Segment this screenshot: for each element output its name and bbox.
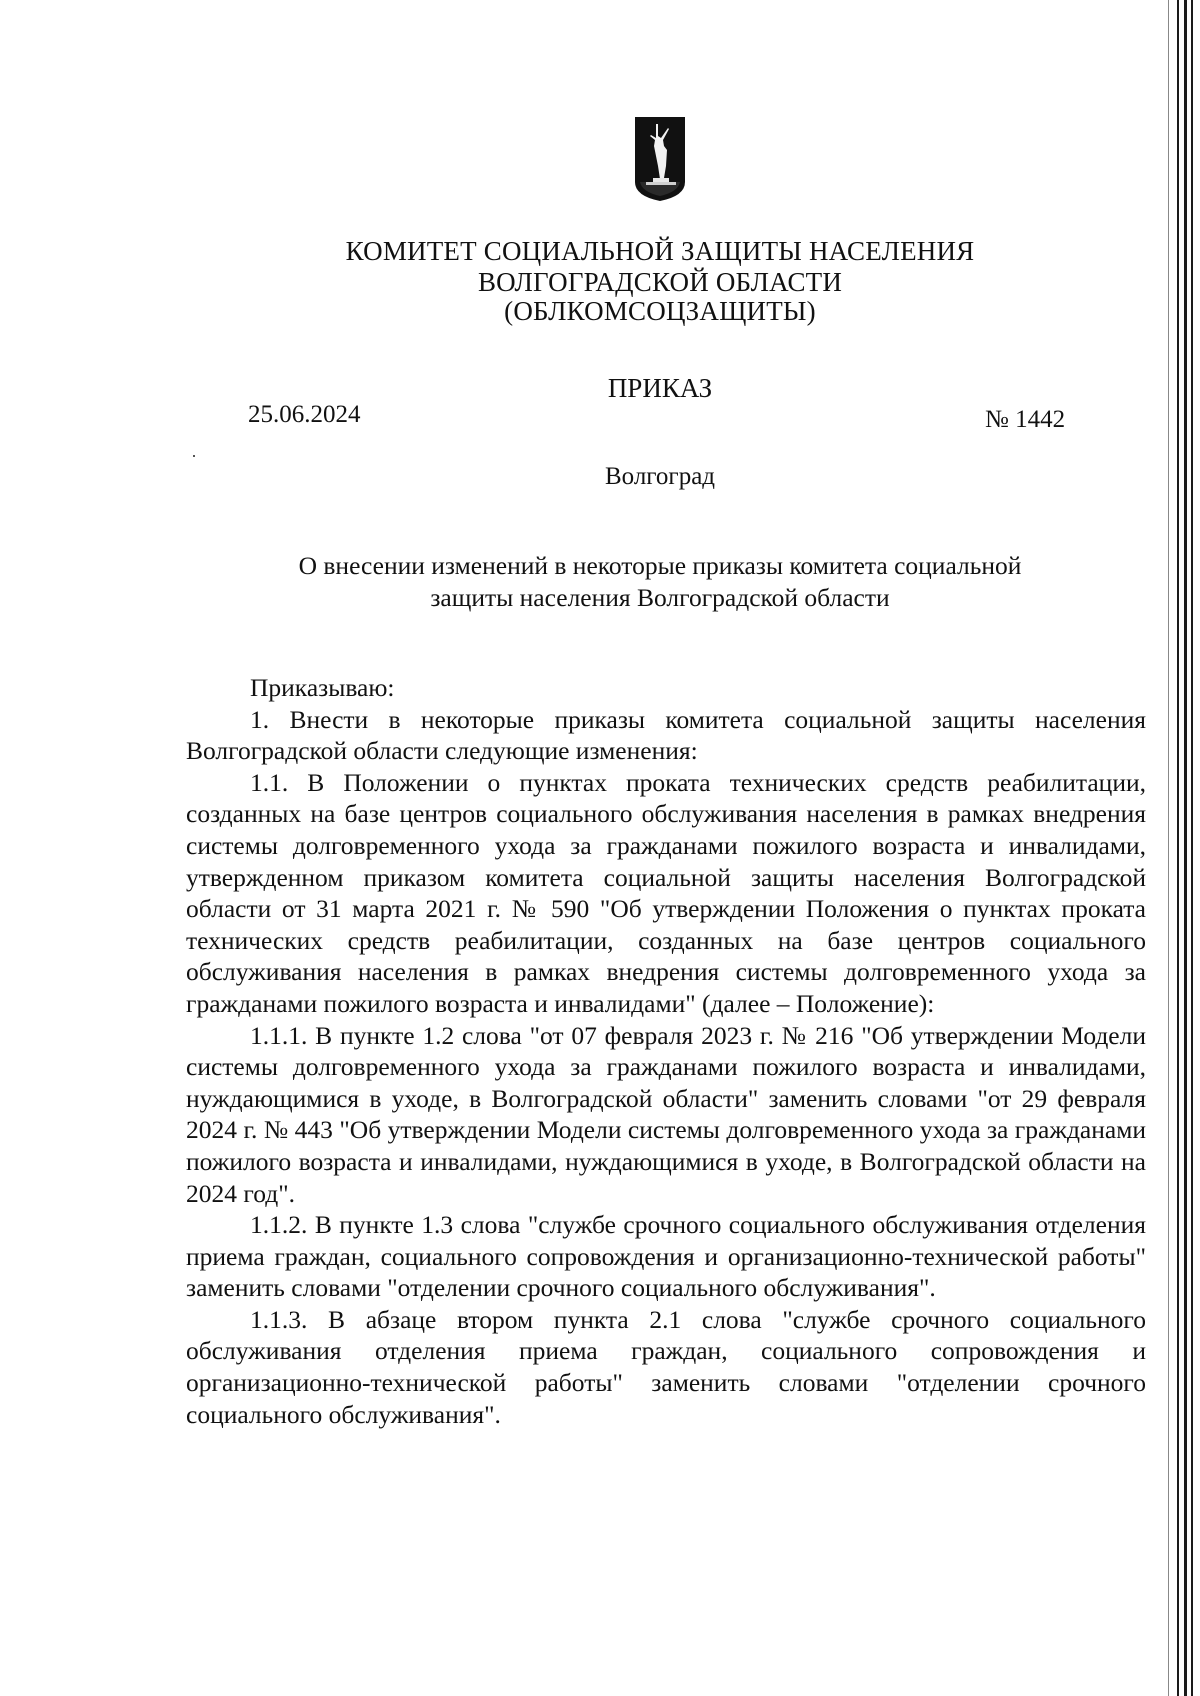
document-type: ПРИКАЗ — [607, 373, 713, 403]
paragraph-1-1: 1.1. В Положении о пунктах проката технических средств реабилитации, созданных на базе центров социального обслуживания населения в рамках внедрения системы долговременного ухода за гражданами пожилого возраста и инвалидами, утвержденном приказом комитета социальной защиты населения Волгоградской области от 31 марта 2021 г. № 590 "Об утверждении Положения о пунктах проката технических средств реабилитации, созданных на базе центров социального обслуживания населения в рамках внедрения системы долговременного ухода за гражданами пожилого возраста и инвалидами" (далее – Положение): — [186, 767, 1146, 1018]
scan-edge-line — [1177, 0, 1179, 1696]
paragraph-1: 1. Внести в некоторые приказы комитета социальной защиты населения Волгоградской области следующие изменения: — [186, 704, 1146, 766]
subject-line-2: защиты населения Волгоградской области — [430, 583, 890, 612]
paragraph-1-1-3: 1.1.3. В абзаце втором пункта 2.1 слова "службе срочного социального обслуживания отделения приема граждан, социального сопровождения и организационно-технической работы" заменить словами "отделении срочного социального обслуживания". — [186, 1304, 1146, 1429]
org-name-line-2: ВОЛГОГРАДСКОЙ ОБЛАСТИ — [477, 267, 843, 297]
org-name-abbreviation: (ОБЛКОМСОЦЗАЩИТЫ) — [504, 296, 816, 326]
org-name-line-1: КОМИТЕТ СОЦИАЛЬНОЙ ЗАЩИТЫ НАСЕЛЕНИЯ — [345, 236, 975, 266]
subject-line-1: О внесении изменений в некоторые приказы комитета социальной — [298, 551, 1022, 580]
scan-edge-line — [1191, 0, 1193, 1696]
order-greeting: Приказываю: — [250, 673, 395, 702]
volgograd-coat-of-arms-icon — [634, 116, 686, 202]
document-number: № 1442 — [985, 406, 1066, 433]
paragraph-1-1-2: 1.1.2. В пункте 1.3 слова "службе срочного социального обслуживания отделения приема граждан, социального сопровождения и организационно-технической работы" заменить словами "отделении срочного социального обслуживания". — [186, 1210, 1146, 1303]
scan-speck — [193, 455, 195, 457]
document-subject — [230, 550, 1090, 614]
document-date: 25.06.2024 — [248, 401, 361, 428]
paragraph-1-1-1: 1.1.1. В пункте 1.2 слова "от 07 февраля 2023 г. № 216 "Об утверждении Модели системы долговременного ухода за гражданами пожилого возраста и инвалидами, нуждающимися в уходе, в Волгоградской области" заменить словами "от 29 февраля 2024 г. № 443 "Об утверждении Модели системы долговременного ухода за гражданами пожилого возраста и инвалидами, нуждающимися в уходе, в Волгоградской области на 2024 год". — [186, 1020, 1146, 1208]
document-city: Волгоград — [604, 463, 716, 490]
scan-edge-line — [1168, 0, 1169, 1696]
scan-edge-line — [1184, 0, 1187, 1696]
document-body — [186, 672, 1146, 1430]
